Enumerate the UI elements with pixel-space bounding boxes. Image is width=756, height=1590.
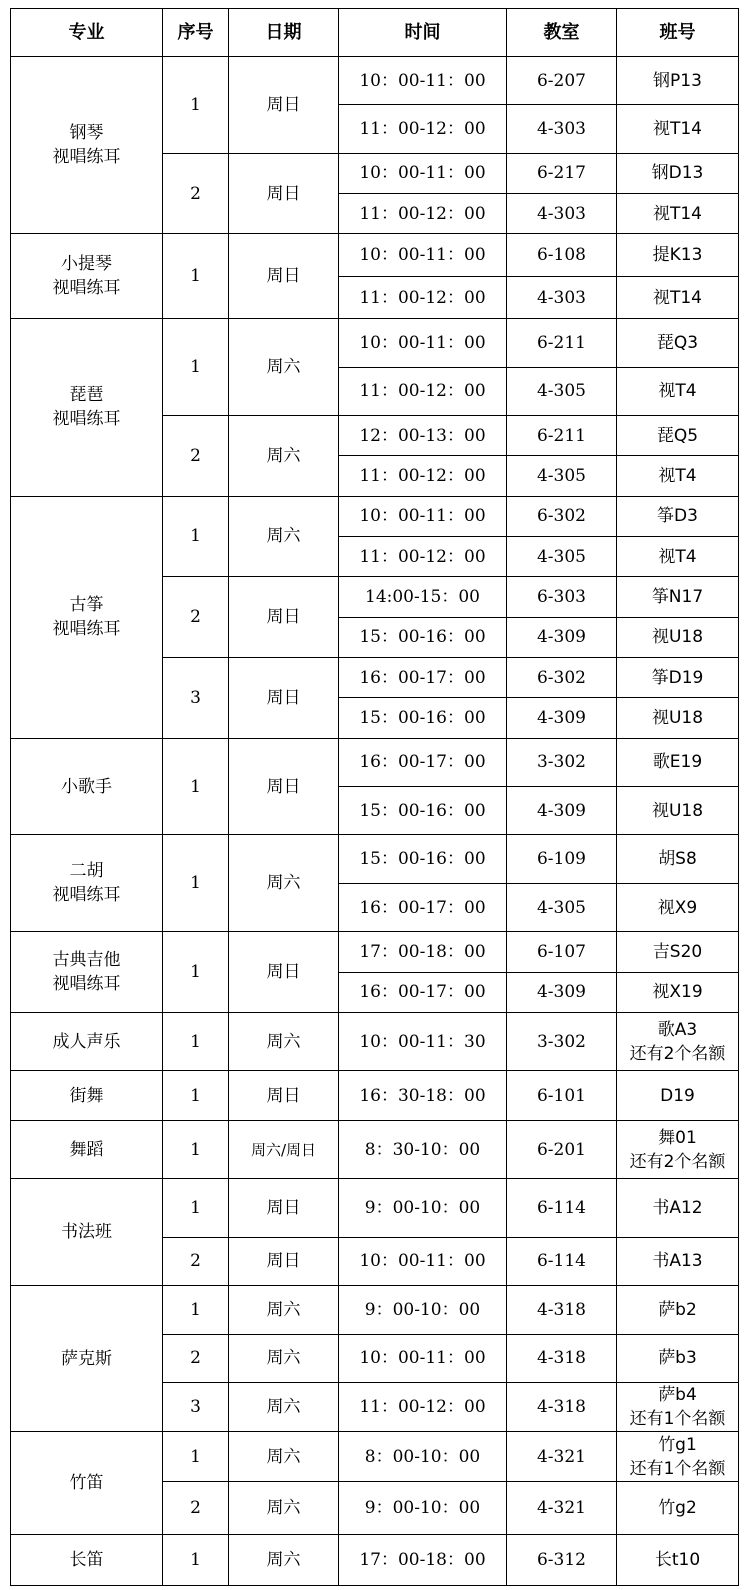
table-row xyxy=(11,1071,739,1120)
day-cell: 周日 xyxy=(229,932,339,1013)
room-cell: 6-114 xyxy=(507,1179,617,1237)
major-cell xyxy=(11,1432,163,1535)
time-cell: 10：00-11：00 xyxy=(339,1237,507,1285)
seq-cell: 2 xyxy=(163,577,229,658)
major-cell xyxy=(11,1120,163,1178)
seq-cell: 1 xyxy=(163,1012,229,1070)
room-cell: 6-108 xyxy=(507,234,617,276)
class-cell xyxy=(617,1535,739,1586)
time-cell: 10：00-11：00 xyxy=(339,319,507,367)
major-label: 街舞 xyxy=(69,1085,104,1106)
class-code: 书A12 xyxy=(652,1198,703,1219)
day-cell: 周六 xyxy=(229,1535,339,1586)
class-cell xyxy=(617,883,739,931)
time-cell: 17：00-18：00 xyxy=(339,932,507,972)
room-cell: 4-309 xyxy=(507,787,617,835)
time-cell: 17：00-18：00 xyxy=(339,1535,507,1586)
major-label: 视唱练耳 xyxy=(52,619,121,640)
day-cell: 周日 xyxy=(229,153,339,234)
class-code: 视U18 xyxy=(651,707,704,728)
quota-note: 还有2个名额 xyxy=(629,1151,726,1172)
day-cell: 周日 xyxy=(229,738,339,835)
room-cell: 4-303 xyxy=(507,105,617,153)
header-class: 班号 xyxy=(617,9,739,57)
class-code: 胡S8 xyxy=(658,849,697,870)
room-cell: 6-109 xyxy=(507,835,617,883)
class-cell xyxy=(617,105,739,153)
room-cell: 4-321 xyxy=(507,1481,617,1534)
seq-cell: 1 xyxy=(163,1535,229,1586)
table-row xyxy=(11,1012,739,1070)
day-cell: 周日 xyxy=(229,1179,339,1237)
time-cell: 10：00-11：00 xyxy=(339,234,507,276)
class-cell xyxy=(617,787,739,835)
day-cell: 周日 xyxy=(229,1237,339,1285)
time-cell: 9：00-10：00 xyxy=(339,1286,507,1334)
class-code: 视T4 xyxy=(658,546,697,567)
class-cell xyxy=(617,1286,739,1334)
major-label: 视唱练耳 xyxy=(52,974,121,995)
class-cell xyxy=(617,1382,739,1431)
day-cell: 周日 xyxy=(229,57,339,154)
time-cell: 16：00-17：00 xyxy=(339,657,507,697)
time-cell: 11：00-12：00 xyxy=(339,1382,507,1431)
class-cell xyxy=(617,1237,739,1285)
class-cell xyxy=(617,276,739,318)
major-label: 视唱练耳 xyxy=(52,278,121,299)
table-row xyxy=(11,57,739,105)
day-cell: 周六 xyxy=(229,1334,339,1382)
day-cell: 周日 xyxy=(229,657,339,738)
major-label: 视唱练耳 xyxy=(52,147,121,168)
time-cell: 11：00-12：00 xyxy=(339,536,507,576)
class-cell xyxy=(617,536,739,576)
time-cell: 14:00-15：00 xyxy=(339,577,507,617)
class-code: 视X9 xyxy=(657,897,698,918)
room-cell: 4-318 xyxy=(507,1334,617,1382)
room-cell: 6-302 xyxy=(507,657,617,697)
major-cell xyxy=(11,1179,163,1286)
major-cell xyxy=(11,234,163,319)
class-code: 萨b4 xyxy=(658,1385,697,1406)
table-row xyxy=(11,1286,739,1334)
class-code: 长t10 xyxy=(654,1550,701,1571)
class-code: 钢D13 xyxy=(651,163,704,184)
table-row xyxy=(11,738,739,786)
class-code: 视U18 xyxy=(651,800,704,821)
major-label: 视唱练耳 xyxy=(52,885,121,906)
major-label: 小歌手 xyxy=(61,776,112,797)
room-cell: 4-309 xyxy=(507,698,617,738)
class-cell xyxy=(617,738,739,786)
class-code: 视T14 xyxy=(652,203,703,224)
seq-cell: 2 xyxy=(163,1334,229,1382)
class-code: 筝N17 xyxy=(651,586,704,607)
room-cell: 4-303 xyxy=(507,194,617,234)
room-cell: 6-302 xyxy=(507,496,617,536)
room-cell: 4-318 xyxy=(507,1382,617,1431)
room-cell: 4-309 xyxy=(507,617,617,657)
seq-cell: 2 xyxy=(163,416,229,497)
room-cell: 4-305 xyxy=(507,367,617,415)
table-row xyxy=(11,835,739,883)
major-label: 琵琶 xyxy=(69,385,104,406)
day-cell: 周六 xyxy=(229,1382,339,1431)
time-cell: 15：00-16：00 xyxy=(339,617,507,657)
major-cell xyxy=(11,1012,163,1070)
major-cell xyxy=(11,1286,163,1432)
seq-cell: 1 xyxy=(163,57,229,154)
room-cell: 4-309 xyxy=(507,972,617,1012)
time-cell: 11：00-12：00 xyxy=(339,194,507,234)
class-cell xyxy=(617,319,739,367)
class-cell xyxy=(617,456,739,496)
class-cell xyxy=(617,1179,739,1237)
room-cell: 3-302 xyxy=(507,1012,617,1070)
room-cell: 4-321 xyxy=(507,1432,617,1481)
time-cell: 8：00-10：00 xyxy=(339,1432,507,1481)
class-code: 钢P13 xyxy=(653,70,702,91)
room-cell: 4-305 xyxy=(507,883,617,931)
day-cell: 周六 xyxy=(229,319,339,416)
time-cell: 9：00-10：00 xyxy=(339,1481,507,1534)
room-cell: 6-211 xyxy=(507,319,617,367)
class-code: 视T14 xyxy=(652,287,703,308)
day-cell: 周六 xyxy=(229,1481,339,1534)
class-cell xyxy=(617,698,739,738)
header-time: 时间 xyxy=(339,9,507,57)
time-cell: 8：30-10：00 xyxy=(339,1120,507,1178)
seq-cell: 2 xyxy=(163,1481,229,1534)
header-seq: 序号 xyxy=(163,9,229,57)
room-cell: 6-207 xyxy=(507,57,617,105)
room-cell: 6-101 xyxy=(507,1071,617,1120)
class-code: 琵Q5 xyxy=(656,425,699,446)
time-cell: 15：00-16：00 xyxy=(339,787,507,835)
major-label: 钢琴 xyxy=(69,123,104,144)
time-cell: 16：00-17：00 xyxy=(339,972,507,1012)
class-code: 萨b2 xyxy=(658,1299,697,1320)
major-label: 竹笛 xyxy=(69,1473,104,1494)
class-cell xyxy=(617,932,739,972)
time-cell: 9：00-10：00 xyxy=(339,1179,507,1237)
class-cell xyxy=(617,416,739,456)
room-cell: 6-114 xyxy=(507,1237,617,1285)
major-cell xyxy=(11,1071,163,1120)
class-cell xyxy=(617,367,739,415)
major-cell xyxy=(11,835,163,932)
class-code: 萨b3 xyxy=(658,1348,697,1369)
class-code: 歌E19 xyxy=(652,752,703,773)
quota-note: 还有1个名额 xyxy=(629,1458,726,1479)
table-row xyxy=(11,1179,739,1237)
time-cell: 10：00-11：00 xyxy=(339,153,507,193)
time-cell: 10：00-11：00 xyxy=(339,1334,507,1382)
room-cell: 4-305 xyxy=(507,456,617,496)
class-cell xyxy=(617,1481,739,1534)
time-cell: 10：00-11：30 xyxy=(339,1012,507,1070)
table-row xyxy=(11,234,739,276)
day-cell: 周六 xyxy=(229,1432,339,1481)
header-major: 专业 xyxy=(11,9,163,57)
time-cell: 10：00-11：00 xyxy=(339,496,507,536)
major-cell xyxy=(11,57,163,234)
day-cell: 周六 xyxy=(229,496,339,577)
seq-cell: 2 xyxy=(163,153,229,234)
table-row xyxy=(11,496,739,536)
time-cell: 16：30-18：00 xyxy=(339,1071,507,1120)
class-code: 筝D19 xyxy=(651,667,704,688)
time-cell: 15：00-16：00 xyxy=(339,835,507,883)
room-cell: 6-211 xyxy=(507,416,617,456)
day-cell: 周日 xyxy=(229,577,339,658)
class-code: 书A13 xyxy=(652,1251,703,1272)
room-cell: 6-217 xyxy=(507,153,617,193)
class-cell xyxy=(617,1012,739,1070)
seq-cell: 1 xyxy=(163,835,229,932)
major-label: 古典吉他 xyxy=(52,950,121,971)
table-row xyxy=(11,1432,739,1481)
seq-cell: 3 xyxy=(163,1382,229,1431)
time-cell: 11：00-12：00 xyxy=(339,367,507,415)
time-cell: 15：00-16：00 xyxy=(339,698,507,738)
seq-cell: 2 xyxy=(163,1237,229,1285)
time-cell: 16：00-17：00 xyxy=(339,883,507,931)
class-cell xyxy=(617,1334,739,1382)
room-cell: 6-201 xyxy=(507,1120,617,1178)
header-day: 日期 xyxy=(229,9,339,57)
seq-cell: 1 xyxy=(163,1071,229,1120)
class-code: 视T4 xyxy=(658,465,697,486)
time-cell: 11：00-12：00 xyxy=(339,105,507,153)
seq-cell: 1 xyxy=(163,496,229,577)
room-cell: 4-303 xyxy=(507,276,617,318)
class-cell xyxy=(617,657,739,697)
time-cell: 16：00-17：00 xyxy=(339,738,507,786)
table-row xyxy=(11,932,739,972)
room-cell: 6-312 xyxy=(507,1535,617,1586)
room-cell: 3-302 xyxy=(507,738,617,786)
class-cell xyxy=(617,194,739,234)
class-cell xyxy=(617,577,739,617)
seq-cell: 1 xyxy=(163,319,229,416)
class-cell xyxy=(617,1071,739,1120)
seq-cell: 1 xyxy=(163,1179,229,1237)
room-cell: 6-303 xyxy=(507,577,617,617)
time-cell: 11：00-12：00 xyxy=(339,456,507,496)
day-cell: 周六/周日 xyxy=(229,1120,339,1178)
class-code: 筝D3 xyxy=(657,506,698,527)
day-cell: 周六 xyxy=(229,416,339,497)
class-cell xyxy=(617,496,739,536)
major-cell xyxy=(11,496,163,738)
class-cell xyxy=(617,1432,739,1481)
class-code: 竹g1 xyxy=(658,1434,697,1455)
class-cell xyxy=(617,617,739,657)
major-cell xyxy=(11,319,163,496)
seq-cell: 1 xyxy=(163,1286,229,1334)
header-row xyxy=(11,9,739,57)
day-cell: 周六 xyxy=(229,1012,339,1070)
table-row xyxy=(11,1535,739,1586)
class-cell xyxy=(617,1120,739,1178)
class-code: 视X19 xyxy=(652,982,703,1003)
day-cell: 周日 xyxy=(229,234,339,319)
time-cell: 11：00-12：00 xyxy=(339,276,507,318)
quota-note: 还有2个名额 xyxy=(629,1043,726,1064)
class-cell xyxy=(617,57,739,105)
major-label: 古筝 xyxy=(69,595,104,616)
class-code: 视U18 xyxy=(651,627,704,648)
class-code: 提K13 xyxy=(652,245,703,266)
header-room: 教室 xyxy=(507,9,617,57)
seq-cell: 1 xyxy=(163,1120,229,1178)
time-cell: 10：00-11：00 xyxy=(339,57,507,105)
class-cell xyxy=(617,153,739,193)
schedule-body xyxy=(11,57,739,1586)
schedule-table xyxy=(10,8,739,1586)
class-cell xyxy=(617,972,739,1012)
major-label: 二胡 xyxy=(69,861,104,882)
major-label: 成人声乐 xyxy=(52,1031,121,1052)
major-cell xyxy=(11,932,163,1013)
class-cell xyxy=(617,835,739,883)
class-code: 竹g2 xyxy=(658,1498,697,1519)
major-label: 视唱练耳 xyxy=(52,409,121,430)
seq-cell: 3 xyxy=(163,657,229,738)
major-label: 萨克斯 xyxy=(61,1348,112,1369)
major-label: 长笛 xyxy=(69,1550,104,1571)
class-code: 舞01 xyxy=(658,1127,697,1148)
day-cell: 周日 xyxy=(229,1071,339,1120)
class-cell xyxy=(617,234,739,276)
quota-note: 还有1个名额 xyxy=(629,1409,726,1430)
seq-cell: 1 xyxy=(163,234,229,319)
major-cell xyxy=(11,738,163,835)
class-code: 吉S20 xyxy=(652,941,703,962)
major-label: 小提琴 xyxy=(61,254,112,275)
major-label: 舞蹈 xyxy=(69,1139,104,1160)
day-cell: 周六 xyxy=(229,1286,339,1334)
seq-cell: 1 xyxy=(163,1432,229,1481)
room-cell: 6-107 xyxy=(507,932,617,972)
time-cell: 12：00-13：00 xyxy=(339,416,507,456)
major-label: 书法班 xyxy=(61,1222,112,1243)
class-code: 视T14 xyxy=(652,119,703,140)
class-code: 琵Q3 xyxy=(656,332,699,353)
major-cell xyxy=(11,1535,163,1586)
seq-cell: 1 xyxy=(163,738,229,835)
day-cell: 周六 xyxy=(229,835,339,932)
class-code: 歌A3 xyxy=(657,1019,698,1040)
room-cell: 4-305 xyxy=(507,536,617,576)
class-code: 视T4 xyxy=(658,381,697,402)
seq-cell: 1 xyxy=(163,932,229,1013)
room-cell: 4-318 xyxy=(507,1286,617,1334)
table-row xyxy=(11,319,739,367)
table-row xyxy=(11,1120,739,1178)
class-code: D19 xyxy=(660,1085,695,1106)
